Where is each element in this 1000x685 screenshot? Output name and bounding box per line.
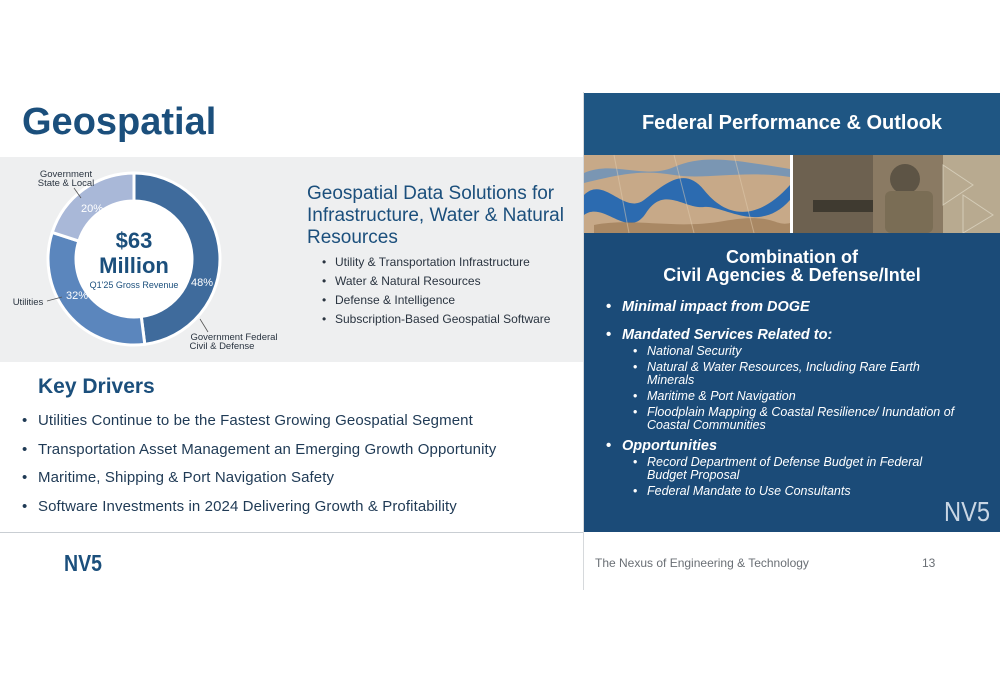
donut-center-caption: Q1'25 Gross Revenue bbox=[89, 280, 179, 290]
key-driver-item: • Software Investments in 2024 Delivering Growth & Profitability bbox=[22, 493, 496, 522]
svg-text:NV5: NV5 bbox=[64, 550, 103, 576]
category-label-state-local-2: State & Local bbox=[37, 178, 95, 189]
slice-label-utilities: 32% bbox=[65, 290, 89, 302]
slice-label-federal: 48% bbox=[190, 277, 214, 289]
svg-text:NV5: NV5 bbox=[944, 496, 990, 527]
outlook-item-label: • Mandated Services Related to: bbox=[622, 327, 833, 343]
key-driver-item: • Maritime, Shipping & Port Navigation Safety bbox=[22, 464, 496, 493]
outlook-subitem: • National Security bbox=[622, 345, 962, 358]
footer-tagline: The Nexus of Engineering & Technology bbox=[595, 556, 809, 570]
outlook-item-label: • Minimal impact from DOGE bbox=[622, 299, 810, 315]
slice-label-state-local: 20% bbox=[80, 203, 104, 215]
key-driver-item: • Transportation Asset Management an Emerging Growth Opportunity bbox=[22, 436, 496, 465]
segment-item: • Utility & Transportation Infrastructure bbox=[322, 253, 550, 272]
soldier-image bbox=[793, 155, 1000, 233]
segment-item: • Water & Natural Resources bbox=[322, 272, 550, 291]
page-title: Geospatial bbox=[22, 101, 217, 143]
outlook-item bbox=[604, 326, 962, 431]
donut-center-unit: Million bbox=[99, 253, 169, 278]
outlook-sublist bbox=[622, 345, 962, 431]
category-label-federal-2: Civil & Defense bbox=[189, 341, 255, 352]
right-panel-title: Federal Performance & Outlook bbox=[641, 112, 943, 134]
leader-line-federal bbox=[200, 319, 208, 332]
outlook-item bbox=[604, 298, 962, 317]
segment-item: • Defense & Intelligence bbox=[322, 291, 550, 310]
outlook-subitem: • Record Department of Defense Budget in Federal Budget Proposal bbox=[622, 456, 962, 481]
footer-divider bbox=[0, 532, 583, 533]
outlook-list bbox=[604, 298, 962, 501]
nv5-logo bbox=[64, 550, 104, 574]
outlook-item-label: • Opportunities bbox=[622, 438, 718, 455]
key-driver-item: • Utilities Continue to be the Fastest Growing Geospatial Segment bbox=[22, 407, 496, 436]
donut-center-value: $63 bbox=[115, 228, 153, 253]
category-label-utilities: Utilities bbox=[12, 297, 44, 308]
key-drivers-list bbox=[22, 407, 496, 521]
category-label-federal-1: Government Federal bbox=[190, 332, 278, 343]
subtitle-line-1: Combination of bbox=[726, 247, 858, 267]
page-number: 13 bbox=[922, 556, 936, 570]
nv5-logo-panel bbox=[944, 494, 992, 527]
outlook-sublist bbox=[622, 456, 962, 497]
river-satellite-image bbox=[584, 155, 790, 233]
segment-item: • Subscription-Based Geospatial Software bbox=[322, 310, 550, 329]
right-panel-subtitle bbox=[584, 248, 1000, 284]
outlook-subitem: • Natural & Water Resources, Including Rare Earth Minerals bbox=[622, 361, 962, 386]
revenue-donut-chart bbox=[10, 165, 290, 355]
segment-title: Geospatial Data Solutions for Infrastructure, Water & Natural Resources bbox=[307, 183, 564, 248]
outlook-subitem: • Federal Mandate to Use Consultants bbox=[622, 485, 962, 498]
key-drivers-title: Key Drivers bbox=[38, 375, 155, 398]
category-label-state-local-1: Government bbox=[39, 169, 93, 180]
outlook-item bbox=[604, 437, 962, 497]
outlook-subitem: • Floodplain Mapping & Coastal Resilience/ Inundation of Coastal Communities bbox=[622, 406, 962, 431]
segment-list bbox=[322, 253, 550, 329]
subtitle-line-2: Civil Agencies & Defense/Intel bbox=[663, 265, 921, 285]
outlook-subitem: • Maritime & Port Navigation bbox=[622, 390, 962, 403]
